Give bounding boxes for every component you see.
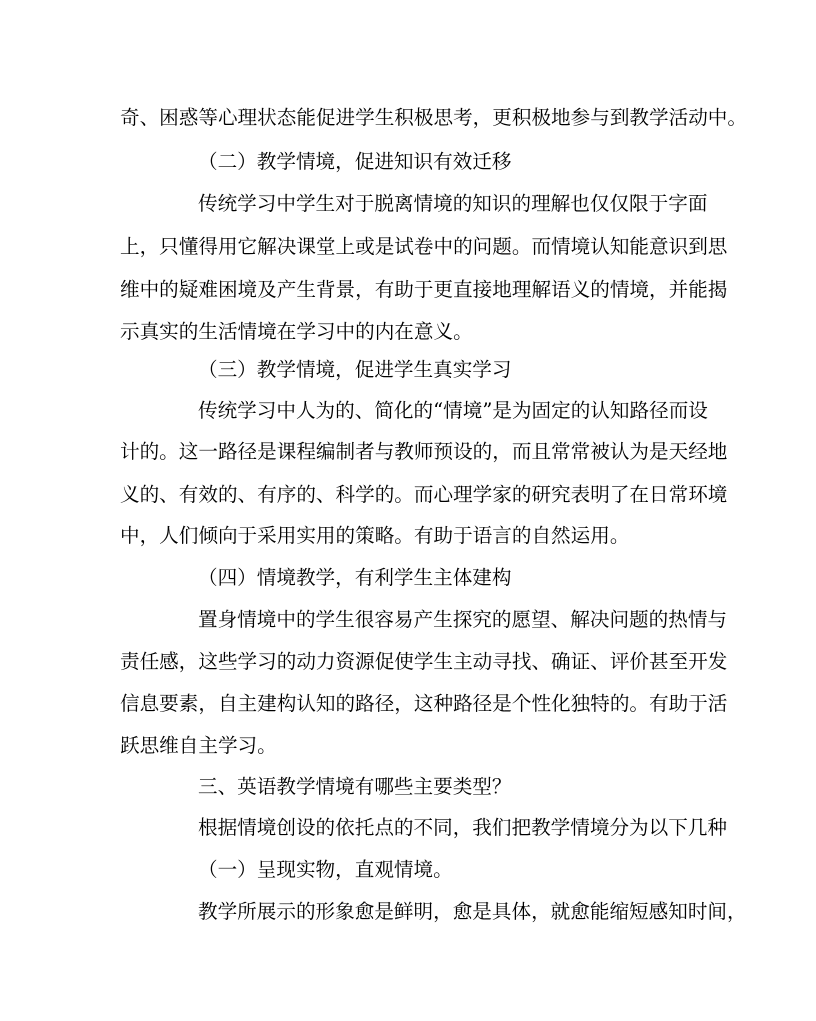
- paragraph-line: 跃思维自主学习。: [120, 734, 277, 757]
- section-heading: （三）教学情境，促进学生真实学习: [198, 358, 512, 381]
- paragraph-line: 传统学习中人为的、简化的“情境”是为固定的认知路径而设: [198, 399, 708, 422]
- paragraph-line: 信息要素，自主建构认知的路径，这种路径是个性化独特的。有助于活: [120, 692, 728, 715]
- paragraph-line: 维中的疑难困境及产生背景，有助于更直接地理解语义的情境，并能揭: [120, 278, 728, 301]
- section-heading: （二）教学情境，促进知识有效迁移: [198, 150, 512, 173]
- paragraph-line: 中，人们倾向于采用实用的策略。有助于语言的自然运用。: [120, 524, 630, 547]
- section-heading: 三、英语教学情境有哪些主要类型？: [198, 775, 512, 798]
- paragraph-line: 教学所展示的形象愈是鲜明，愈是具体，就愈能缩短感知时间，: [198, 900, 747, 923]
- paragraph-line: 传统学习中学生对于脱离情境的知识的理解也仅仅限于字面: [198, 192, 708, 215]
- paragraph-line: 奇、困惑等心理状态能促进学生积极思考，更积极地参与到教学活动中。: [120, 106, 747, 129]
- paragraph-line: 计的。这一路径是课程编制者与教师预设的，而且常常被认为是天经地: [120, 440, 728, 463]
- paragraph-line: 置身情境中的学生很容易产生探究的愿望、解决问题的热情与: [198, 608, 728, 631]
- paragraph-line: 义的、有效的、有序的、科学的。而心理学家的研究表明了在日常环境: [120, 483, 728, 506]
- paragraph-line: 根据情境创设的依托点的不同，我们把教学情境分为以下几种: [198, 816, 728, 839]
- section-heading: （一）呈现实物，直观情境。: [198, 858, 453, 881]
- paragraph-line: 责任感，这些学习的动力资源促使学生主动寻找、确证、评价甚至开发: [120, 650, 728, 673]
- paragraph-line: 示真实的生活情境在学习中的内在意义。: [120, 320, 473, 343]
- paragraph-line: 上，只懂得用它解决课堂上或是试卷中的问题。而情境认知能意识到思: [120, 235, 728, 258]
- section-heading: （四）情境教学，有利学生主体建构: [198, 566, 512, 589]
